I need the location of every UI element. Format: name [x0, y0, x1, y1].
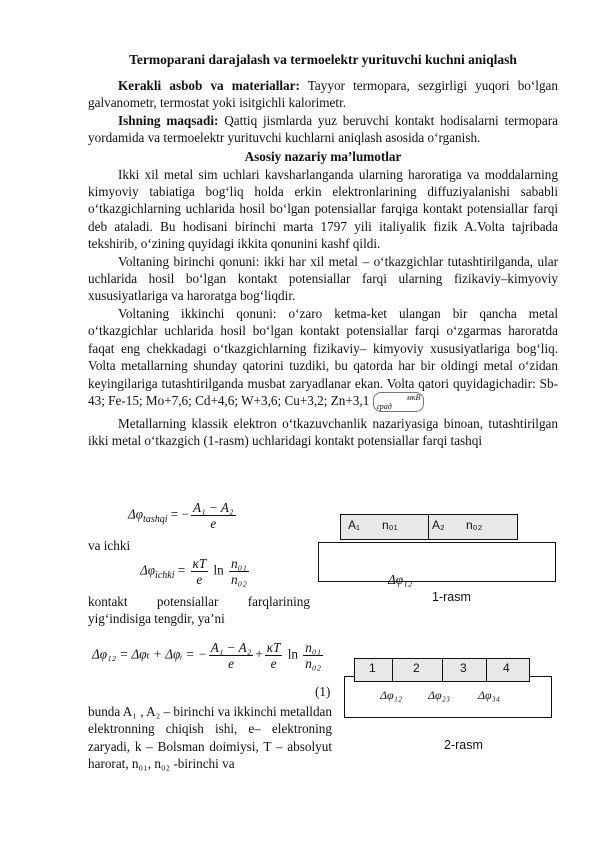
- label-va-ichki: va ichki: [88, 538, 131, 553]
- eq3-numerator: A₁ − A₂: [210, 640, 252, 655]
- paragraph-classical-theory: Metallarning klassik elektron o‘tkazuvchanlik nazariyasiga binoan, tutashtirilgan ikki metal o‘tkazgich (1-rasm) uchlaridagi kontakt potensiallar farqi tashqi: [88, 415, 558, 449]
- eq3-denominator: e: [228, 656, 234, 671]
- fig1-base-block: [318, 542, 556, 582]
- paragraph-volta-first-law: Voltaning birinchi qonuni: ikki har xil metal – o‘tkazgichlar tutashtirilganda, ular uchlarida hosil bo‘lgan kontakt potensiallar farqi ularning fizikaviy–kimyoviy xususiyatlariga va haroratga bog‘liqdir.: [88, 253, 558, 304]
- fig1-caption: 1-rasm: [432, 590, 471, 604]
- eq3-numerator-3: n₀₁: [305, 640, 322, 655]
- eq2-ln: ln: [213, 562, 224, 578]
- eq1-denominator: e: [210, 516, 217, 531]
- fig1-label-a2: A₂: [432, 518, 445, 532]
- eq3-ln: ln: [287, 646, 298, 662]
- eq1-subscript: tashqi: [143, 514, 168, 526]
- eq2-numerator: κT: [192, 556, 207, 571]
- eq2-denominator: e: [196, 572, 203, 587]
- unit-fraction: [373, 392, 425, 412]
- eq3-lhs: Δφ₁₂ = Δφₜ + Δφᵢ = −: [92, 646, 207, 662]
- eq3-fraction-2: [265, 640, 283, 671]
- fig1-label-n02: n₀₂: [466, 518, 483, 532]
- goal-text: Qattiq jismlarda yuz beruvchi kontakt hodisalarni termopara yordamida va termoelektr yurituvchi kuchlarni aniqlash asosida o‘rganish.: [88, 112, 558, 146]
- goal-heading: Ishning maqsadi:: [118, 112, 219, 128]
- document-page: [88, 52, 558, 450]
- materials-text: Tayyor termopara, sezgirligi yuqori bo‘lgan galvanometr, termostat yoki isitgichli kalorimetr.: [88, 78, 558, 111]
- eq3-fraction-1: [209, 640, 254, 671]
- equation-external-potential: [128, 500, 238, 531]
- fig1-label-n01: n₀₁: [382, 518, 398, 532]
- paragraph-sum: kontakt potensiallar farqlarining yig‘indisiga tengdir, ya’ni: [88, 594, 310, 627]
- paragraph-intro: Ikki xil metal sim uchlari kavsharlanganda ularning haroratiga va moddalarning kimyoviy tabiatiga bog‘liq holda erkin elektronlarining diffuziyalanishi sababli o‘tkazgichlarning uchlarida hosil bo‘lgan potensiallar farqiga kontakt potensiallar farqi deb ataladi. Bu hodisani birinchi marta 1797 yili italiyalik fizik A.Volta tajribada tekshirib, o‘zining quyidagi ikkita qonunini kashf qildi.: [88, 166, 558, 252]
- paragraph-volta-second-law: [88, 305, 558, 412]
- eq3-plus: +: [255, 646, 263, 662]
- fig1-delta-phi: Δφ₁₂: [388, 572, 413, 587]
- eq2-numerator-2: n₀₁: [231, 556, 247, 571]
- fig1-label-a1: A₁: [348, 518, 361, 532]
- eq2-denominator-2: n₀₂: [231, 572, 247, 587]
- fig2-caption: 2-rasm: [444, 738, 483, 752]
- eq3-numerator-2: κT: [266, 640, 281, 655]
- fig2-label-1: 1: [369, 661, 376, 675]
- eq1-lhs: Δφ: [128, 506, 144, 522]
- fig2-delta-phi-34: Δφ₃₄: [478, 688, 501, 702]
- eq2-fraction-1: [191, 556, 209, 587]
- equation-total-potential: [92, 640, 325, 671]
- eq2-fraction-2: [229, 556, 249, 587]
- eq2-sign: =: [174, 562, 189, 578]
- fig2-label-3: 3: [460, 661, 467, 675]
- fig2-delta-phi-12: Δφ₁₂: [380, 688, 403, 702]
- volta-series-text: Voltaning ikkinchi qonuni: o‘zaro ketma-ket ulangan bir qancha metal o‘tkazgichlar uchlarida hosil bo‘lgan kontakt potensiallar farqi o‘zgarmas haroratda faqat eng chekkadagi o‘tkazgichlarning fizikaviy– kimyoviy xususiyatlariga bog‘liq. Volta metallarning shunday qatorini tuzdiki, bu qatorda har bir oldingi metal o‘zidan keyingilariga tutashtirilganda musbat zaryadlanar ekan. Volta qatori quyidagichadir: Sb-43; Fe-15; Mo+7,6; Cd+4,6; W+3,6; Cu+3,2; Zn+3,1: [88, 305, 558, 408]
- eq1-numerator: A₁ − A₂: [192, 500, 234, 515]
- unit-denominator: град: [376, 401, 392, 411]
- eq3-fraction-3: [303, 640, 323, 671]
- unit-numerator: мкВ: [406, 392, 421, 402]
- paragraph-definitions: bunda A₁ , A₂ – birinchi va ikkinchi metalldan elektronning chiqish ishi, e– elektroning zaryadi, k – Bolsman doimiysi, T – absolyut harorat, n₀₁, n₀₂ -birinchi va: [88, 704, 332, 772]
- section-heading: Asosiy nazariy ma’lumotlar: [244, 148, 402, 164]
- fig2-label-4: 4: [503, 661, 510, 675]
- equation-internal-potential: [140, 556, 251, 587]
- eq2-lhs: Δφ: [140, 562, 156, 578]
- eq2-subscript: ichki: [155, 570, 175, 582]
- materials-heading: Kerakli asbob va materiallar:: [118, 78, 300, 93]
- paragraph-goal: [88, 112, 558, 147]
- eq3-denominator-2: e: [270, 656, 277, 671]
- eq1-fraction: [191, 500, 236, 531]
- eq1-sign: = −: [167, 506, 189, 522]
- paragraph-materials: [88, 77, 558, 112]
- equation-number: (1): [315, 684, 331, 699]
- fig2-delta-phi-23: Δφ₂₃: [428, 688, 451, 702]
- eq3-denominator-3: n₀₂: [305, 656, 322, 671]
- page-title: Termoparani darajalash va termoelektr yurituvchi kuchni aniqlash: [129, 52, 517, 67]
- fig2-label-2: 2: [413, 661, 420, 675]
